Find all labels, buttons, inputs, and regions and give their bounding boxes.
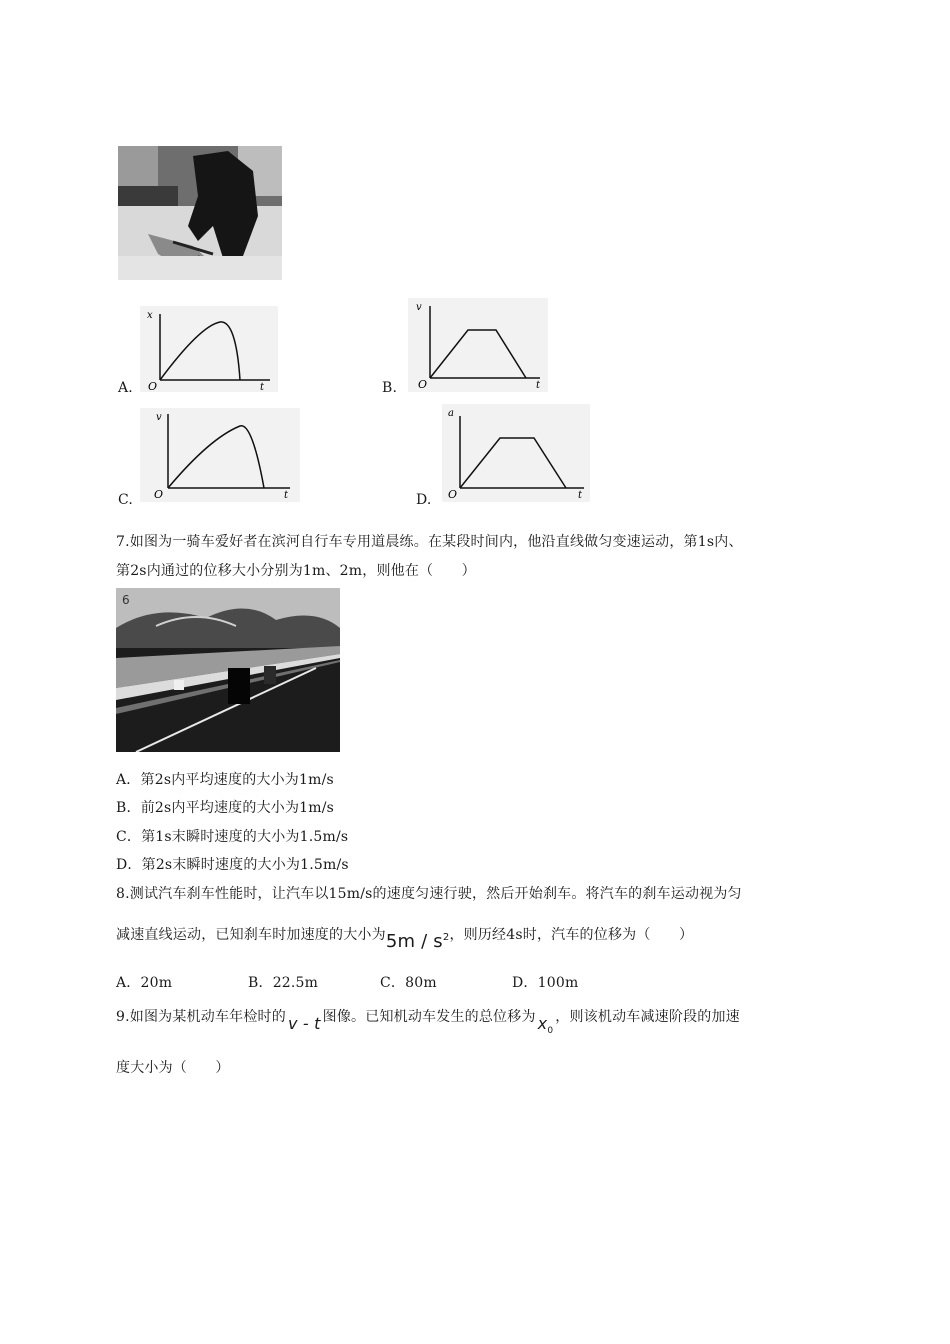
graph-a-t-trapezoid: [442, 404, 590, 502]
graph-v-t-arch: [140, 408, 300, 502]
origin-label: O: [154, 488, 164, 501]
axis-label-x: x: [147, 310, 153, 321]
option-a-letter: A.: [118, 380, 133, 396]
option-b-letter: B.: [382, 380, 398, 396]
q9-text-line1: [116, 1006, 740, 1037]
axis-label-t: t: [260, 382, 265, 392]
q9-x0-symbol: [537, 1014, 554, 1037]
q8-option-b[interactable]: B．22.5m: [248, 975, 319, 991]
q7-text-line1: 7.如图为一骑车爱好者在滨河自行车专用道晨练。在某段时间内，他沿直线做匀变速运动，第1s内、: [116, 534, 743, 550]
cyclist-photo-image: [116, 588, 340, 752]
axis-label-t: t: [284, 490, 289, 501]
q9-x0-base: x: [537, 1014, 548, 1033]
origin-label: O: [418, 378, 428, 391]
q9-vt-symbol: v - t: [287, 1014, 321, 1033]
q9-text-pre: 9.如图为某机动车年检时的: [116, 1009, 286, 1025]
question-photo-cyclist: [116, 588, 340, 752]
q9-text-post: ，则该机动车减速阶段的加速: [555, 1009, 740, 1025]
q7-option-a[interactable]: A．第2s内平均速度的大小为1m/s: [116, 772, 334, 788]
q9-text-mid: 图像。已知机动车发生的总位移为: [322, 1009, 536, 1025]
option-d-graph[interactable]: [442, 404, 590, 502]
q7-option-c[interactable]: C．第1s末瞬时速度的大小为1.5m/s: [116, 829, 349, 845]
axis-label-t: t: [536, 380, 541, 391]
axis-label-v: v: [156, 412, 162, 423]
axis-label-t: t: [578, 490, 583, 501]
option-c-graph[interactable]: [140, 408, 300, 502]
option-c-letter: C.: [118, 492, 134, 508]
q8-text-line2-post: ，则历经4s时，汽车的位移为（ ）: [449, 927, 694, 943]
q9-text-line2: 度大小为（ ）: [116, 1060, 230, 1076]
q8-accel-formula: [386, 931, 450, 952]
q7-option-b[interactable]: B．前2s内平均速度的大小为1m/s: [116, 800, 335, 816]
q8-option-a[interactable]: A．20m: [116, 975, 173, 991]
origin-label: O: [148, 380, 158, 392]
question-photo-snow: [118, 146, 282, 280]
q8-text-line2-pre: 减速直线运动，已知刹车时加速度的大小为: [116, 927, 386, 943]
option-d-letter: D.: [416, 492, 432, 508]
graph-x-t-arch: [140, 306, 278, 392]
q7-text-line2: 第2s内通过的位移大小分别为1m、2m，则他在（ ）: [116, 563, 476, 579]
q7-option-d[interactable]: D．第2s末瞬时速度的大小为1.5m/s: [116, 857, 349, 873]
q9-x0-sub: 0: [547, 1026, 554, 1037]
axis-label-a: a: [448, 408, 454, 419]
origin-label: O: [448, 488, 458, 501]
graph-v-t-trapezoid: [408, 298, 548, 392]
svg-text:6: 6: [122, 593, 130, 607]
q8-option-c[interactable]: C．80m: [380, 975, 437, 991]
q8-accel-exp: 2: [442, 932, 450, 943]
q8-text-line1: 8.测试汽车刹车性能时，让汽车以15m/s的速度匀速行驶，然后开始刹车。将汽车的刹车运动视为匀: [116, 886, 742, 902]
axis-label-v: v: [416, 302, 422, 313]
q8-option-d[interactable]: D．100m: [512, 975, 579, 991]
option-a-graph[interactable]: [140, 306, 278, 392]
q8-accel-value: 5m / s: [385, 931, 443, 952]
q8-text-line2: [116, 920, 694, 952]
snow-photo-image: [118, 146, 282, 280]
option-b-graph[interactable]: [408, 298, 548, 392]
